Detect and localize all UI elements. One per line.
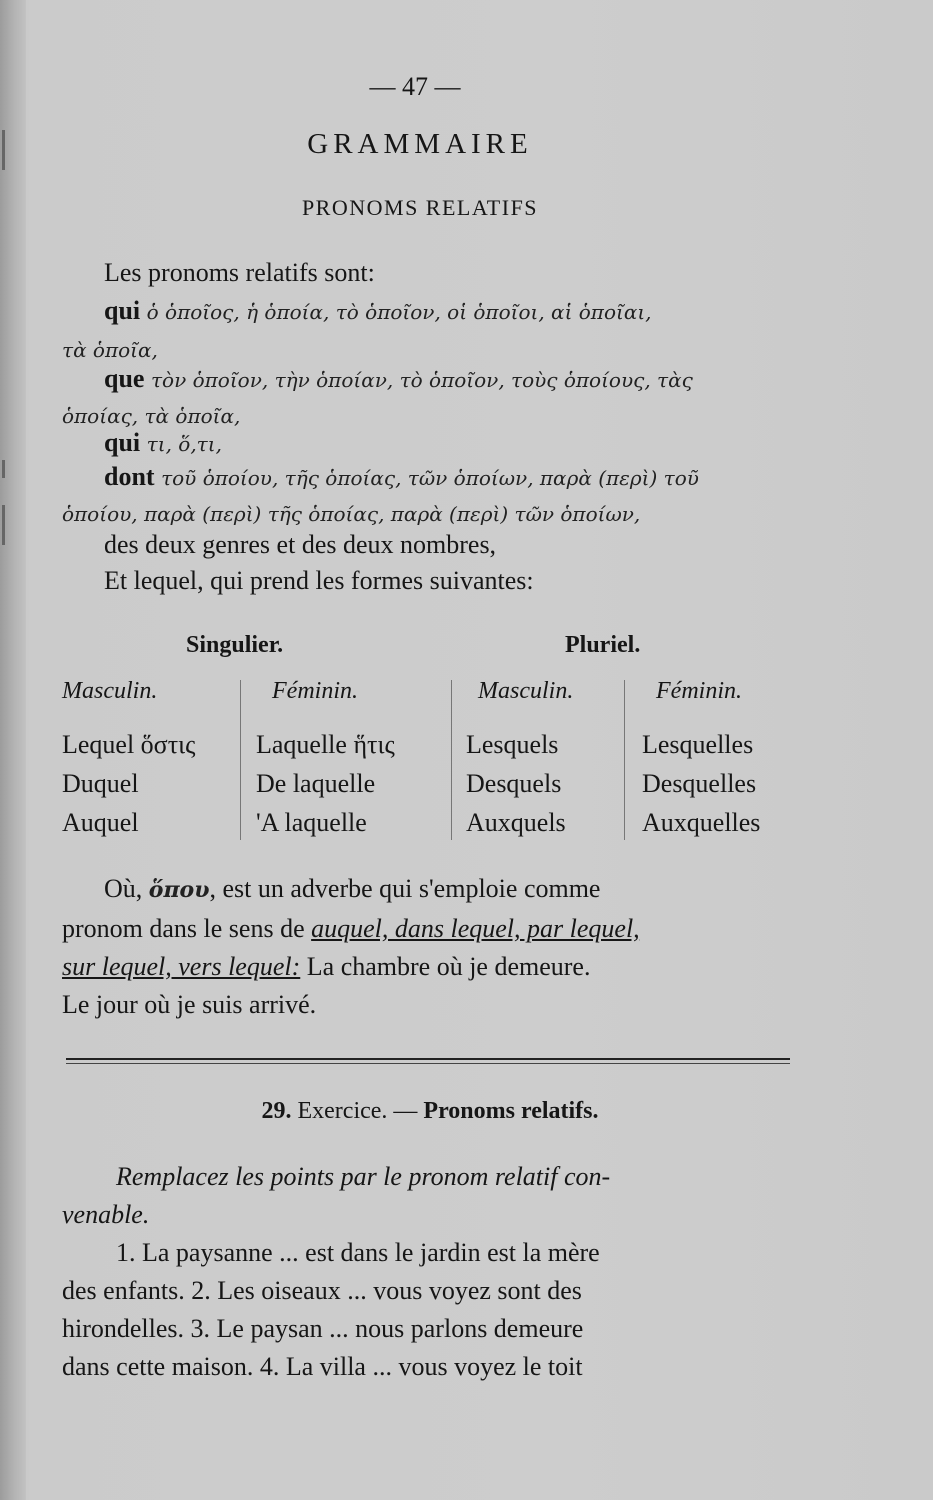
adverb-line-1 bbox=[104, 874, 790, 904]
table-cell: De laquelle bbox=[256, 769, 376, 798]
adverb-text: , est un adverbe qui s'emploie comme bbox=[209, 874, 601, 903]
table-cell: Lesquels bbox=[466, 730, 559, 759]
entry-greek-continuation: τὰ ὁποῖα, bbox=[62, 338, 158, 362]
table-cell: Laquelle ἥτις bbox=[256, 730, 395, 759]
entry-greek: τοῦ ὁποίου, τῆς ὁποίας, τῶν ὁποίων, παρὰ (περὶ) τοῦ bbox=[161, 466, 699, 490]
entry-greek-continuation: ὁποίας, τὰ ὁποῖα, bbox=[62, 404, 241, 428]
exercise-number: 29. bbox=[261, 1098, 292, 1124]
exercise-line: des enfants. 2. Les oiseaux ... vous voyez sont des bbox=[62, 1276, 582, 1305]
table-cell: Lesquelles bbox=[642, 730, 754, 759]
gutter-mark bbox=[2, 460, 5, 478]
exercise-topic: Pronoms relatifs. bbox=[423, 1098, 599, 1124]
exercise-instruction: Remplacez les points par le pronom relatif con- bbox=[116, 1162, 611, 1191]
entry-word: qui bbox=[104, 428, 141, 457]
column-divider bbox=[451, 680, 452, 840]
plural-label: Pluriel. bbox=[565, 632, 641, 658]
gender-header: Masculin. bbox=[62, 678, 158, 704]
section-subheading: PRONOMS RELATIFS bbox=[301, 195, 539, 220]
entry-que bbox=[104, 364, 693, 394]
exercise-line: 1. La paysanne ... est dans le jardin est la mère bbox=[116, 1238, 600, 1267]
table-cell: Lequel ὅστις bbox=[62, 730, 196, 759]
exercise-dash: — bbox=[393, 1098, 418, 1124]
section-separator bbox=[66, 1058, 790, 1060]
adverb-italic-text: sur lequel, vers lequel: bbox=[62, 952, 301, 981]
table-cell: Desquels bbox=[466, 769, 562, 798]
column-divider bbox=[624, 680, 625, 840]
lequel-line: Et lequel, qui prend les formes suivantes: bbox=[104, 566, 534, 595]
entry-word: dont bbox=[104, 462, 155, 491]
gender-header: Masculin. bbox=[478, 678, 574, 704]
entry-greek-continuation: ὁποίου, παρὰ (περὶ) τῆς ὁποίας, παρὰ (περὶ) τῶν ὁποίων, bbox=[62, 502, 641, 526]
exercise-instruction-continuation: venable. bbox=[62, 1200, 150, 1229]
gender-header: Féminin. bbox=[272, 678, 358, 704]
adverb-greek: ὅπου bbox=[148, 877, 210, 903]
entry-qui-2 bbox=[104, 428, 222, 458]
adverb-word: Où, bbox=[104, 874, 149, 903]
adverb-italic-text: auquel, dans lequel, par lequel, bbox=[311, 914, 640, 943]
section-separator-thin bbox=[66, 1063, 790, 1064]
entry-word: qui bbox=[104, 296, 141, 325]
entry-qui bbox=[104, 296, 652, 326]
singular-label: Singulier. bbox=[186, 632, 284, 658]
intro-text: Les pronoms relatifs sont: bbox=[104, 258, 375, 287]
binding-gutter bbox=[0, 0, 26, 1500]
entry-greek: ὁ ὁποῖος, ἡ ὁποία, τὸ ὁποῖον, οἱ ὁποῖοι, αἱ ὁποῖαι, bbox=[146, 300, 652, 324]
exercise-title bbox=[0, 1098, 860, 1125]
entry-word: que bbox=[104, 364, 145, 393]
table-cell: Auxquels bbox=[466, 808, 566, 837]
table-cell: Duquel bbox=[62, 769, 139, 798]
adverb-text: La chambre où je demeure. bbox=[300, 952, 591, 981]
gutter-mark bbox=[2, 505, 5, 545]
exercise-line: hirondelles. 3. Le paysan ... nous parlons demeure bbox=[62, 1314, 584, 1343]
adverb-text: pronom dans le sens de bbox=[62, 914, 312, 943]
page-heading: GRAMMAIRE bbox=[307, 128, 533, 160]
adverb-line-4: Le jour où je suis arrivé. bbox=[62, 990, 317, 1019]
gender-header: Féminin. bbox=[656, 678, 742, 704]
entry-greek: τι, ὅ,τι, bbox=[146, 432, 222, 456]
genres-line: des deux genres et des deux nombres, bbox=[104, 530, 497, 559]
adverb-line-3 bbox=[62, 952, 590, 982]
column-divider bbox=[240, 680, 241, 840]
table-cell: 'A laquelle bbox=[256, 808, 367, 837]
exercise-line: dans cette maison. 4. La villa ... vous voyez le toit bbox=[62, 1352, 583, 1381]
adverb-line-2 bbox=[62, 914, 640, 944]
page-number: — 47 — bbox=[369, 72, 461, 101]
table-cell: Auxquelles bbox=[642, 808, 761, 837]
entry-dont bbox=[104, 462, 699, 492]
exercise-label: Exercice. bbox=[297, 1098, 388, 1124]
table-cell: Auquel bbox=[62, 808, 139, 837]
entry-greek: τὸν ὁποῖον, τὴν ὁποίαν, τὸ ὁποῖον, τοὺς ὁποίους, τὰς bbox=[150, 368, 693, 392]
table-cell: Desquelles bbox=[642, 769, 757, 798]
